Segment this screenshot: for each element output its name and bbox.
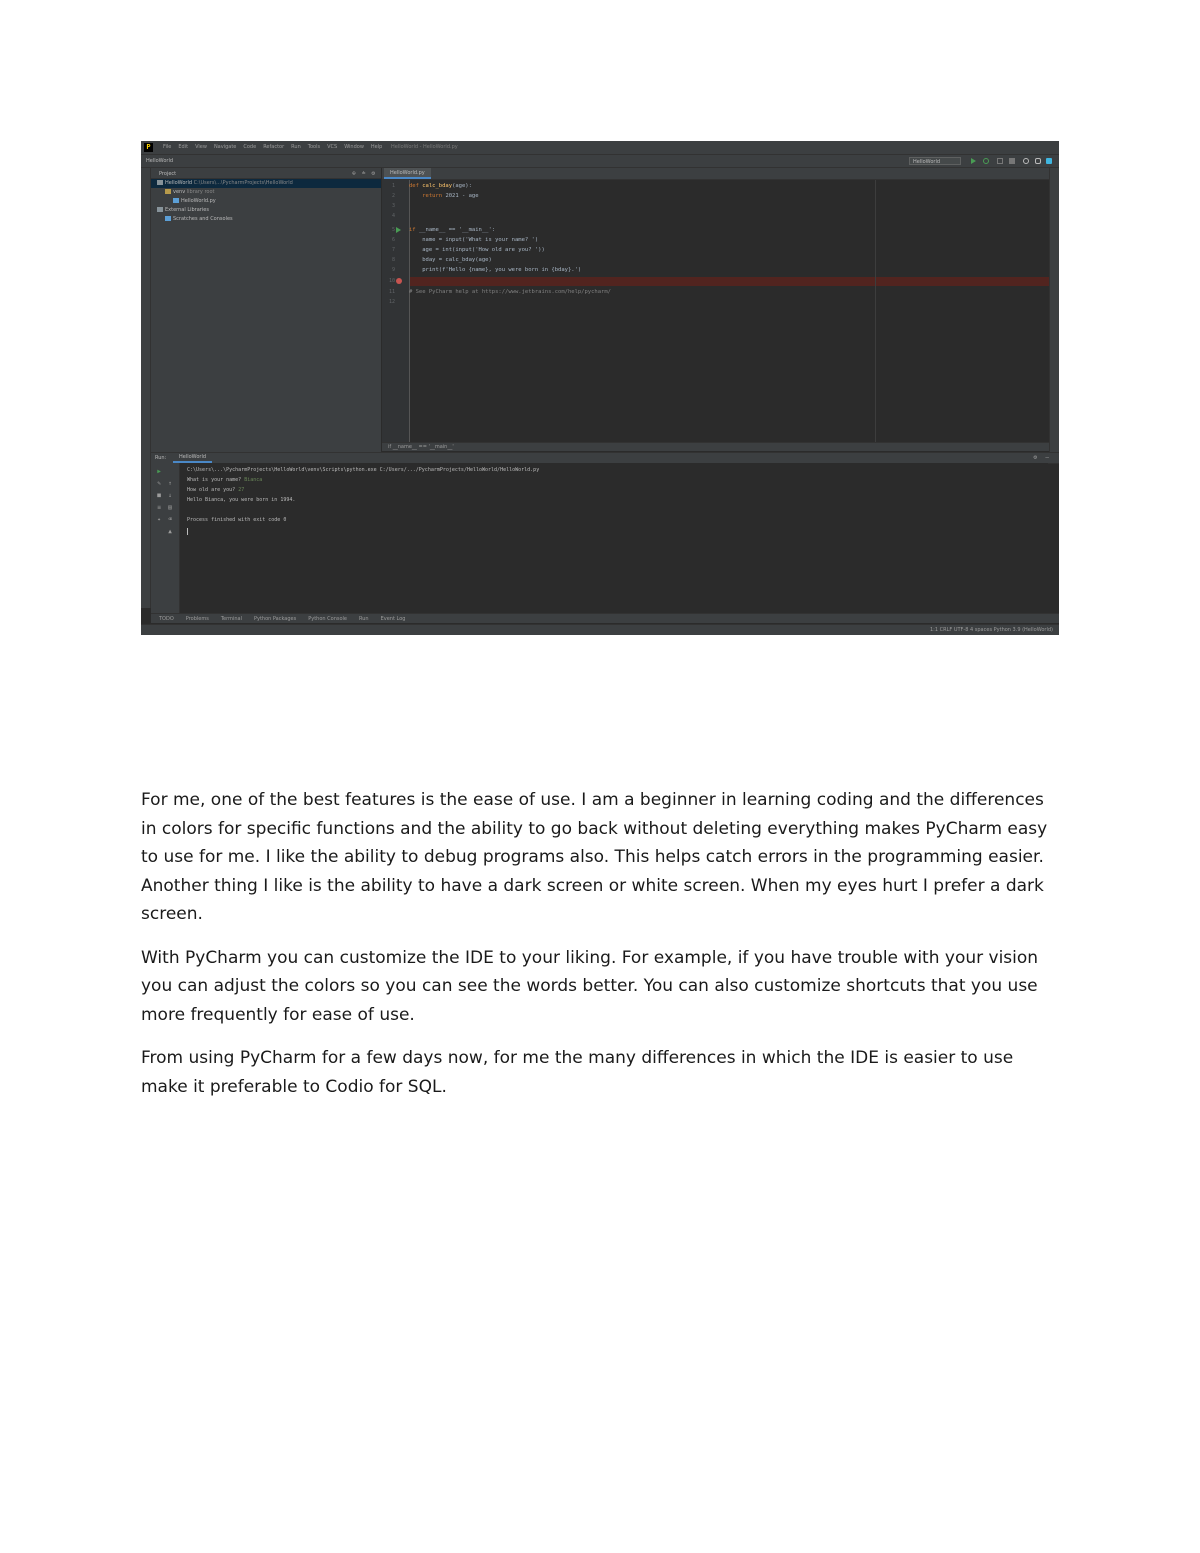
scratches-icon [165,216,171,221]
window-title: HelloWorld - HelloWorld.py [391,144,458,150]
tool-tab-problems[interactable]: Problems [185,616,209,622]
menu-refactor[interactable]: Refactor [263,144,285,150]
right-margin-guide [875,180,876,442]
tool-tab-terminal[interactable]: Terminal [220,616,242,622]
right-tool-stripe [1049,168,1059,452]
line-number: 3 [391,203,395,209]
line-number: 11 [388,289,395,295]
console-line: How old are you? 27 [187,487,245,493]
project-panel-toolbar [352,170,375,177]
line-number: 1 [391,183,395,189]
run-tab-helloworld[interactable]: HelloWorld [173,453,212,463]
console-line: Hello Bianca, you were born in 1994. [187,497,296,503]
run-configuration-select[interactable]: HelloWorld [909,157,961,165]
console-line: Process finished with exit code 0 [187,517,287,523]
paragraph: For me, one of the best features is the ease of use. I am a beginner in learning coding and the differences in colors for specific functions and the ability to go back without deleting everything makes PyCharm easy to use for me. I like the ability to debug programs also. This helps catch errors in the programming easier. Another thing I like is the ability to have a dark screen or white screen. When my eyes hurt I prefer a dark screen. [141,790,1048,924]
paragraph: From using PyCharm for a few days now, for me the many differences in which the IDE is easier to use make it preferable to Codio for SQL. [141,1048,1014,1097]
line-number: 4 [391,213,395,219]
line-number: 8 [391,257,395,263]
console-line: What is your name? Bianca [187,477,263,483]
scroll-up-icon[interactable]: ↑ [168,480,172,487]
paragraph: With PyCharm you can customize the IDE to your liking. For example, if you have trouble with your vision you can adjust the colors so you can see the words better. You can also customize shortcuts that you use more frequently for ease of use. [141,947,1039,1025]
status-bar [141,624,1059,635]
line-number: 10 [388,278,395,284]
locate-icon[interactable]: ⊕ [352,170,356,177]
rerun-icon[interactable]: ▶ [157,468,161,475]
breakpoint-line-highlight [410,277,1049,286]
wrench-icon[interactable]: ✎ [157,480,161,487]
tree-item-project-root[interactable]: HelloWorld C:\Users\...\PycharmProjects\HelloWorld [151,179,381,188]
code-editor[interactable] [410,180,1049,442]
editor-tab-bar [382,168,1049,180]
run-console[interactable] [180,463,1048,613]
editor-tab-helloworld[interactable]: HelloWorld.py [384,168,431,179]
code-line: if __name__ == '__main__': [409,227,496,233]
coverage-icon[interactable] [997,158,1003,164]
stop-run-icon[interactable]: ■ [157,492,161,499]
pin-icon[interactable]: ✦ [157,516,161,523]
menu-edit[interactable]: Edit [178,144,189,150]
console-caret [187,528,188,535]
line-number: 6 [391,237,395,243]
menu-bar [141,141,1059,155]
project-panel-title[interactable]: Project [151,168,381,179]
line-number: 12 [388,299,395,305]
code-line: name = input('What is your name? ') [422,237,539,243]
updates-icon[interactable] [1046,158,1052,164]
stop-icon[interactable] [1009,158,1015,164]
library-icon [157,207,163,212]
folder-icon [165,189,171,194]
scroll-down-icon[interactable]: ↓ [168,492,172,499]
menu-items [163,144,382,150]
menu-file[interactable]: File [163,144,172,150]
tool-tab-python-console[interactable]: Python Console [308,616,348,622]
tree-item-scratches[interactable]: Scratches and Consoles [151,215,381,224]
code-line: bday = calc_bday(age) [422,257,492,263]
tool-window-bar [151,613,1059,623]
editor-breadcrumb[interactable]: if __name__ == '__main__' [382,442,1049,451]
menu-help[interactable]: Help [370,144,383,150]
breakpoint-icon[interactable] [396,278,402,284]
project-breadcrumb[interactable]: HelloWorld [146,158,174,164]
navigation-bar [141,155,1059,168]
menu-tools[interactable]: Tools [307,144,321,150]
menu-view[interactable]: View [195,144,207,150]
ide-screenshot [141,141,1059,635]
code-line: def calc_bday(age): [409,183,472,189]
line-number: 5 [391,227,395,233]
code-line: print(f'Hello {name}, you were born in {bday}.') [422,267,582,273]
code-comment-line: # See PyCharm help at https://www.jetbrains.com/help/pycharm/ [409,289,611,295]
code-line: age = int(input('How old are you? ')) [422,247,545,253]
menu-window[interactable]: Window [344,144,364,150]
print-icon[interactable]: ▤ [168,504,172,511]
code-line: return 2021 - age [409,193,479,199]
options-icon[interactable]: ⚙ [371,170,375,177]
pycharm-logo-icon: P [144,143,153,152]
run-gutter-icon[interactable] [396,227,401,233]
menu-code[interactable]: Code [243,144,257,150]
clear-all-icon[interactable]: ⌫ [168,516,172,523]
lock-icon[interactable]: ▲ [168,528,172,535]
hide-panel-icon[interactable]: – [1045,454,1049,461]
run-toolbar [151,463,180,613]
tool-tab-python-packages[interactable]: Python Packages [253,616,297,622]
tree-item-external-libraries[interactable]: External Libraries [151,206,381,215]
run-panel-label: Run: [155,455,167,461]
menu-navigate[interactable]: Navigate [213,144,237,150]
settings-gear-icon[interactable] [1035,158,1041,164]
left-tool-stripe [141,168,151,608]
console-line: C:\Users\...\PycharmProjects\HelloWorld\venv\Scripts\python.exe C:/Users/.../PycharmProjects/HelloWorld/HelloWorld.py [187,467,540,473]
search-icon[interactable] [1023,158,1029,164]
debug-icon[interactable] [983,158,989,164]
collapse-icon[interactable]: ≐ [361,170,366,177]
tree-item-venv[interactable]: venv library root [151,188,381,197]
run-icon[interactable] [971,158,976,164]
tree-item-file[interactable]: HelloWorld.py [151,197,381,206]
tool-tab-run[interactable]: Run [359,616,369,622]
document-body [141,786,1061,1116]
menu-run[interactable]: Run [291,144,301,150]
menu-vcs[interactable]: VCS [327,144,338,150]
soft-wrap-icon[interactable]: ≡ [157,504,161,511]
tool-tab-todo[interactable]: TODO [159,616,174,622]
project-panel [151,168,382,452]
python-file-icon [173,198,179,203]
editor-gutter [382,180,410,442]
line-number: 2 [391,193,395,199]
tool-tab-event-log[interactable]: Event Log [380,616,406,622]
line-number: 7 [391,247,395,253]
folder-icon [157,180,163,185]
status-info[interactable]: 1:1 CRLF UTF-8 4 spaces Python 3.9 (HelloWorld) [929,627,1053,633]
run-settings-gear-icon[interactable]: ⚙ [1033,454,1037,461]
line-number: 9 [391,267,395,273]
